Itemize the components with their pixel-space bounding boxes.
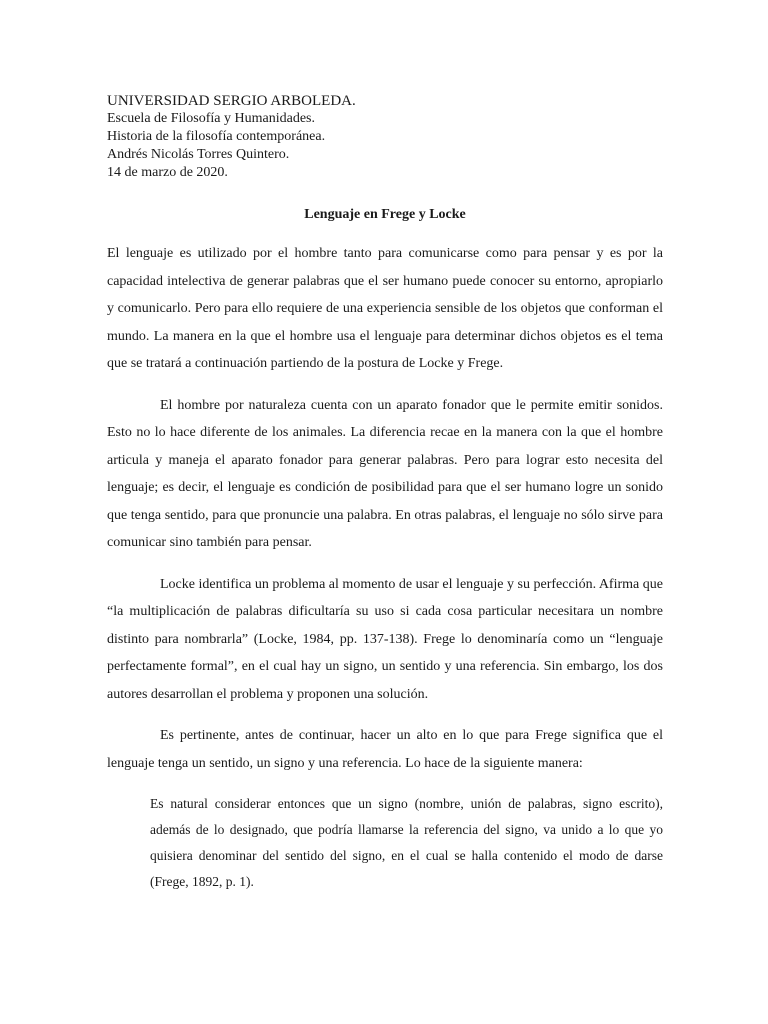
paragraph-intro: El lenguaje es utilizado por el hombre tanto para comunicarse como para pensar y es por la capacidad intelectiva de generar palabras que el ser humano puede conocer su entorno, apropiarlo y comunicarlo. Pero para ello requiere de una experiencia sensible de los objetos que conforman el mundo. La manera en la que el hombre usa el lenguaje para determinar dichos objetos es el tema que se tratará a continuación partiendo de la postura de Locke y Frege. — [107, 246, 663, 371]
header-university: UNIVERSIDAD SERGIO ARBOLEDA. — [107, 93, 356, 109]
paragraph-2: El hombre por naturaleza cuenta con un aparato fonador que le permite emitir sonidos. Esto no lo hace diferente de los animales. La diferencia recae en la manera con la que el hombre articula y maneja el aparato fonador para generar palabras. Pero para lograr esto necesita del lenguaje; es decir, el lenguaje es condición de posibilidad para que el ser humano logre un sonido que tenga sentido, para que pronuncie una palabra. En otras palabras, el lenguaje no sólo sirve para comunicar sino también para pensar. — [107, 397, 663, 550]
header-school: Escuela de Filosofía y Humanidades. — [107, 111, 316, 126]
header-author: Andrés Nicolás Torres Quintero. — [107, 147, 290, 162]
paragraph-3: Locke identifica un problema al momento de usar el lenguaje y su perfección. Afirma que “la multiplicación de palabras dificultaría su uso si cada cosa particular necesitara un nombre distinto para nombrarla” (Locke, 1984, pp. 137-138). Frege lo denominaría como un “lenguaje perfectamente formal”, en el cual hay un signo, un sentido y una referencia. Sin embargo, los dos autores desarrollan el problema y proponen una solución. — [107, 576, 663, 702]
header-course: Historia de la filosofía contemporánea. — [107, 129, 326, 144]
paragraph-4: Es pertinente, antes de continuar, hacer un alto en lo que para Frege significa que el lenguaje tenga un sentido, un signo y una referencia. Lo hace de la siguiente manera: — [107, 728, 663, 771]
document-title: Lenguaje en Frege y Locke — [304, 207, 466, 222]
header-date: 14 de marzo de 2020. — [107, 165, 228, 180]
document-page — [107, 92, 663, 895]
block-quote: Es natural considerar entonces que un signo (nombre, unión de palabras, signo escrito), además de lo designado, que podría llamarse la referencia del signo, va unido a lo que yo quisiera denominar del sentido del signo, en el cual se halla contenido el modo de darse (Frege, 1892, p. 1). — [150, 796, 663, 889]
